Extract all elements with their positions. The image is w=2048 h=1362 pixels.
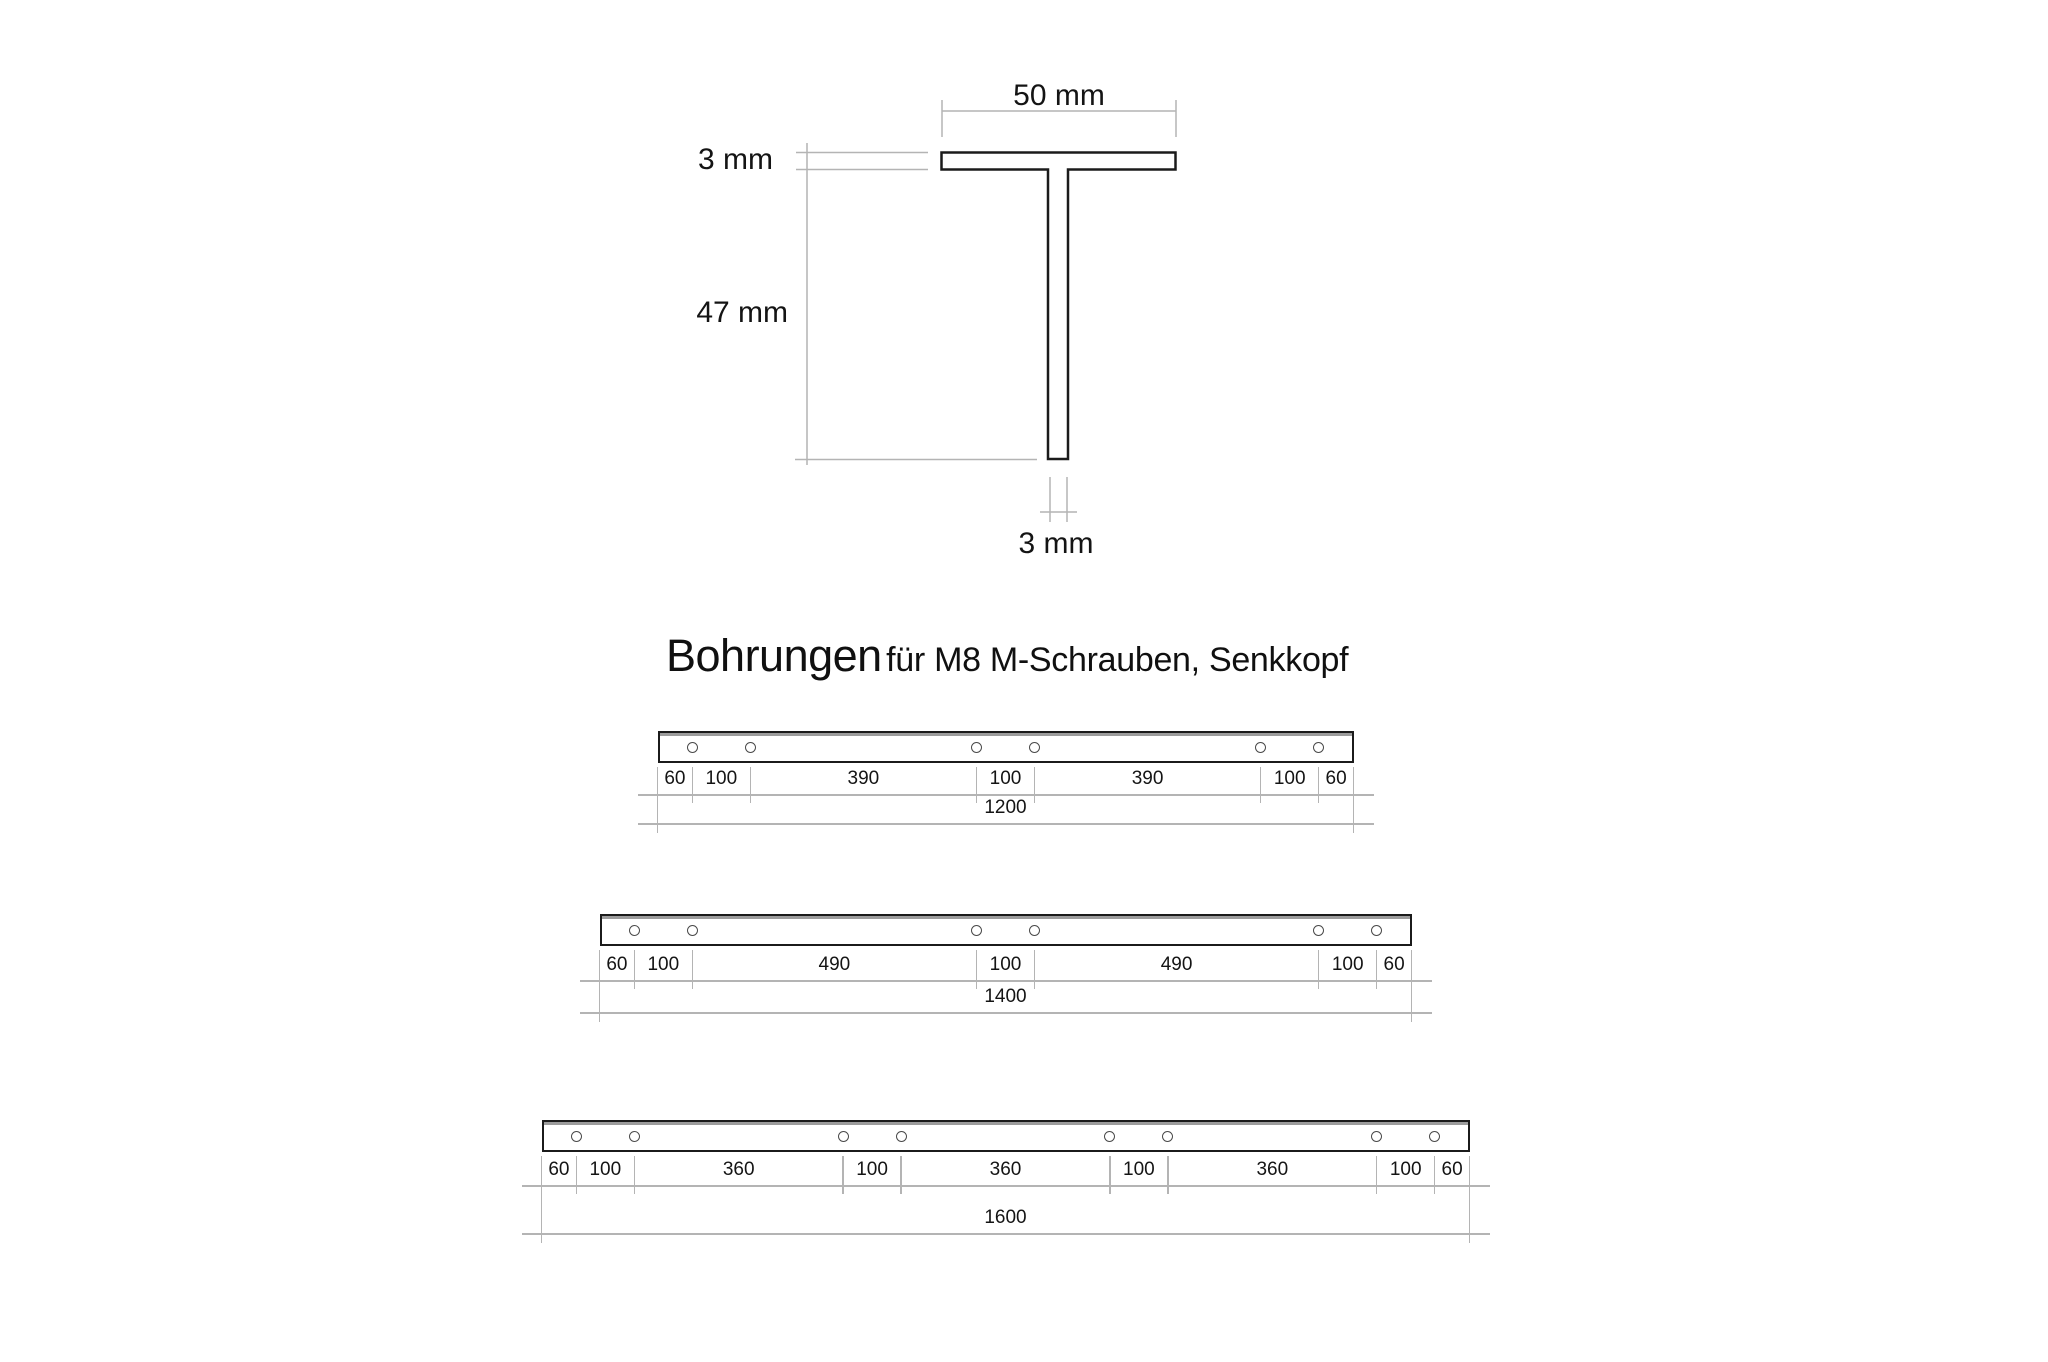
segment-dim-label: 100 — [989, 768, 1022, 789]
drill-hole — [571, 1131, 582, 1142]
segment-dim-label: 100 — [647, 954, 680, 975]
drill-hole — [1313, 742, 1324, 753]
total-length-label: 1400 — [984, 986, 1027, 1007]
drill-hole — [1371, 1131, 1382, 1142]
total-length-label: 1200 — [984, 797, 1027, 818]
edge-extension-line — [1469, 1156, 1471, 1243]
segment-dim-label: 60 — [1383, 954, 1405, 975]
drill-hole — [687, 925, 698, 936]
drill-hole — [1429, 1131, 1440, 1142]
drill-hole — [1029, 925, 1040, 936]
hole-dim-tick — [842, 1156, 844, 1194]
hole-dim-tick — [1376, 950, 1378, 989]
drill-hole — [971, 925, 982, 936]
hole-dim-tick — [634, 1156, 636, 1194]
edge-extension-line — [541, 1156, 543, 1243]
hole-dim-tick — [1109, 1156, 1111, 1194]
hole-dim-tick — [1260, 767, 1262, 803]
segment-dim-label: 490 — [818, 954, 851, 975]
segment-dim-label: 100 — [1331, 954, 1364, 975]
drill-hole — [1313, 925, 1324, 936]
stem-height-label: 47 mm — [696, 296, 788, 329]
hole-dim-tick — [1034, 950, 1036, 989]
drill-hole — [1255, 742, 1266, 753]
hole-dim-tick — [1318, 950, 1320, 989]
segment-dim-label: 100 — [989, 954, 1022, 975]
segment-dim-label: 100 — [1389, 1159, 1422, 1180]
hole-dim-tick — [634, 950, 636, 989]
drill-hole — [1029, 742, 1040, 753]
drill-hole — [971, 742, 982, 753]
flange-width-label: 50 mm — [1013, 79, 1105, 112]
segment-dim-label: 60 — [664, 768, 686, 789]
hole-dim-tick — [1034, 767, 1036, 803]
drill-hole — [1162, 1131, 1173, 1142]
stem-thickness-label: 3 mm — [1018, 527, 1094, 560]
drill-hole — [745, 742, 756, 753]
edge-extension-line — [657, 767, 659, 833]
segment-dim-label: 100 — [1273, 768, 1306, 789]
hole-dim-tick — [900, 1156, 902, 1194]
segment-dim-label: 100 — [1123, 1159, 1155, 1180]
segment-dim-label: 60 — [548, 1159, 570, 1180]
segment-dim-label: 360 — [989, 1159, 1022, 1180]
total-dim-line — [638, 823, 1374, 825]
edge-extension-line — [1411, 950, 1413, 1022]
edge-extension-line — [599, 950, 601, 1022]
segment-dim-line — [580, 980, 1432, 982]
bar-top-shadow — [602, 916, 1410, 919]
segment-dim-line — [638, 794, 1374, 796]
segment-dim-label: 390 — [1131, 768, 1164, 789]
hole-dim-tick — [576, 1156, 578, 1194]
edge-extension-line — [1353, 767, 1355, 833]
drill-hole — [1104, 1131, 1115, 1142]
bar-outline — [600, 914, 1412, 946]
drill-hole — [629, 925, 640, 936]
section-title-main: Bohrungen — [666, 630, 882, 681]
segment-dim-label: 390 — [847, 768, 880, 789]
hole-dim-tick — [1318, 767, 1320, 803]
hole-dim-tick — [692, 950, 694, 989]
hole-dim-tick — [1167, 1156, 1169, 1194]
hole-dim-tick — [976, 950, 978, 989]
flange-thickness-label: 3 mm — [698, 143, 773, 176]
drill-hole — [687, 742, 698, 753]
hole-dim-tick — [750, 767, 752, 803]
segment-dim-line — [522, 1185, 1490, 1187]
hole-dim-tick — [1376, 1156, 1378, 1194]
bar-outline — [658, 731, 1354, 763]
segment-dim-label: 490 — [1160, 954, 1193, 975]
segment-dim-label: 360 — [722, 1159, 755, 1180]
total-dim-line — [580, 1012, 1432, 1014]
drill-hole — [629, 1131, 640, 1142]
drill-hole — [838, 1131, 849, 1142]
bar-outline — [542, 1120, 1470, 1152]
segment-dim-label: 60 — [1441, 1159, 1463, 1180]
bar-top-shadow — [544, 1122, 1468, 1125]
drill-hole — [1371, 925, 1382, 936]
total-dim-line — [522, 1233, 1490, 1235]
segment-dim-label: 360 — [1256, 1159, 1289, 1180]
segment-dim-label: 60 — [1325, 768, 1347, 789]
drill-hole — [896, 1131, 907, 1142]
hole-dim-tick — [1434, 1156, 1436, 1194]
total-length-label: 1600 — [984, 1207, 1027, 1228]
segment-dim-label: 100 — [589, 1159, 622, 1180]
hole-dim-tick — [976, 767, 978, 803]
segment-dim-label: 100 — [856, 1159, 888, 1180]
segment-dim-label: 60 — [606, 954, 628, 975]
hole-dim-tick — [692, 767, 694, 803]
bar-top-shadow — [660, 733, 1352, 736]
segment-dim-label: 100 — [705, 768, 738, 789]
section-title-sub: für M8 M-Schrauben, Senkkopf — [886, 641, 1349, 679]
